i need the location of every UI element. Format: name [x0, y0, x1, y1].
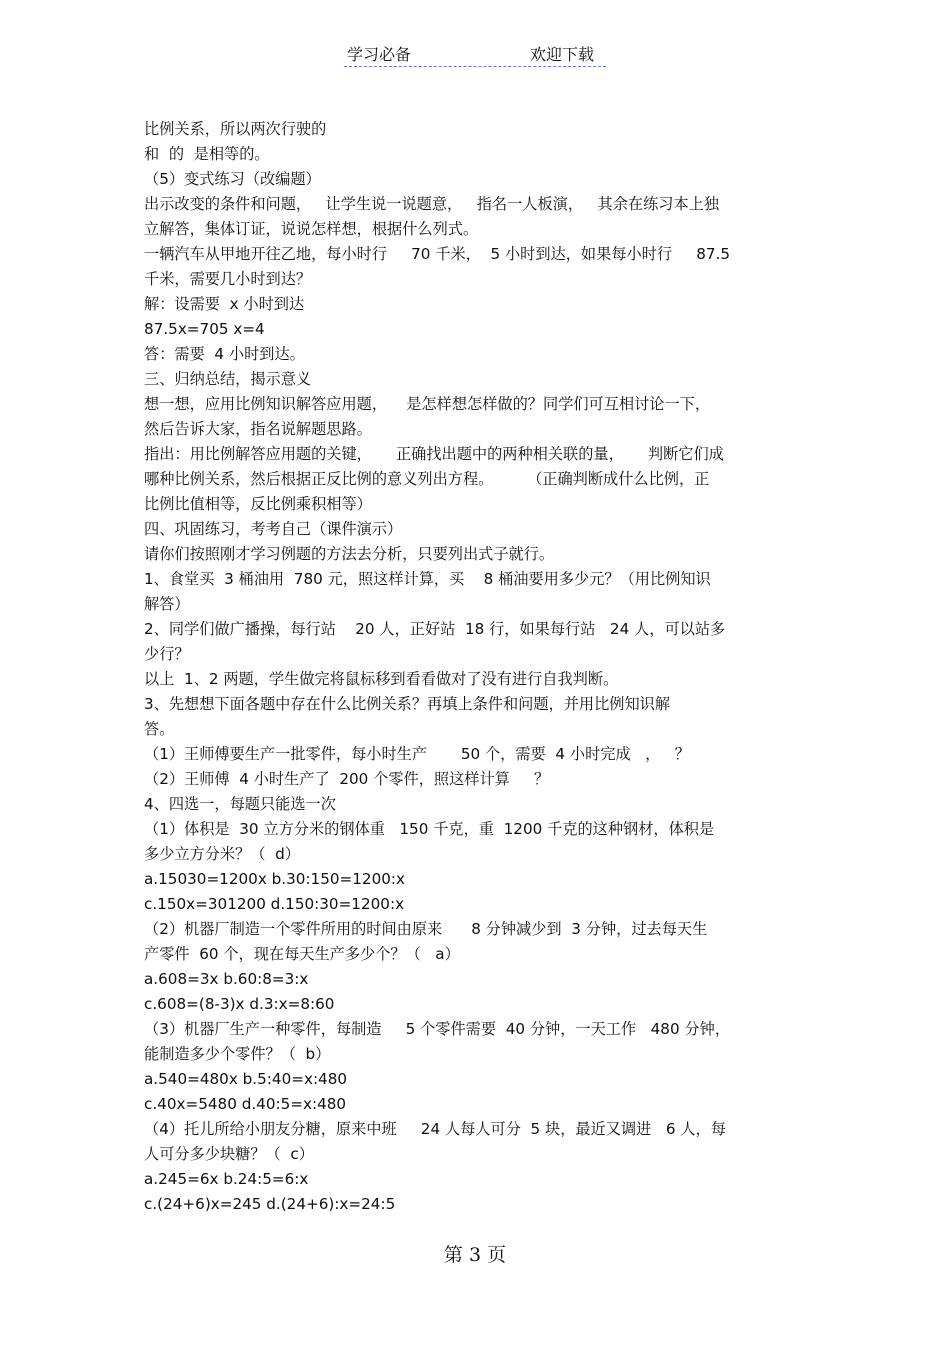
text-line: 比例关系，所以两次行驶的	[144, 120, 327, 138]
page-number: 第 3 页	[443, 1244, 507, 1266]
text-line: 出示改变的条件和问题， 让学生说一说题意， 指名一人板演， 其余在练习本上独	[144, 195, 720, 213]
text-line: 解：设需要 x 小时到达	[144, 295, 305, 313]
text-line: 多少立方分米？（ d）	[144, 845, 300, 863]
option-line: c.40x=5480 d.40:5=x:480	[144, 1095, 347, 1113]
text-line: 以上 1、2 两题，学生做完将鼠标移到看看做对了没有进行自我判断。	[144, 670, 619, 688]
text-line: 4、四选一，每题只能选一次	[144, 795, 336, 813]
option-line: a.15030=1200x b.30:150=1200:x	[144, 870, 406, 888]
text-line: 千米，需要几小时到达？	[144, 270, 312, 288]
section-heading: 四、巩固练习，考考自己（课件演示）	[144, 520, 403, 538]
text-line: 答：需要 4 小时到达。	[144, 345, 305, 363]
text-line: （5）变式练习（改编题）	[144, 170, 321, 188]
text-line: 2、同学们做广播操，每行站 20 人，正好站 18 行，如果每行站 24 人，可以站多	[144, 620, 726, 638]
option-line: c.608=(8-3)x d.3:x=8:60	[144, 995, 335, 1013]
text-line: 产零件 60 个，现在每天生产多少个？（ a）	[144, 945, 460, 963]
option-line: a.608=3x b.60:8=3:x	[144, 970, 309, 988]
header-right-text: 欢迎下载	[530, 45, 595, 64]
text-line: （1）体积是 30 立方分米的钢体重 150 千克，重 1200 千克的这种钢材，体积是	[144, 820, 715, 838]
page-header	[344, 40, 606, 67]
text-line: 解答）	[144, 595, 190, 613]
text-line: 立解答，集体订证，说说怎样想，根据什么列式。	[144, 220, 479, 238]
text-line: （4）托儿所给小朋友分糖，原来中班 24 人每人可分 5 块，最近又调进 6 人，每	[144, 1120, 726, 1138]
text-line: 人可分多少块糖？（ c）	[144, 1145, 314, 1163]
text-line: 1、食堂买 3 桶油用 780 元，照这样计算，买 8 桶油要用多少元？（用比例知识	[144, 570, 711, 588]
text-line: 能制造多少个零件？（ b）	[144, 1045, 331, 1063]
text-line: （3）机器厂生产一种零件，每制造 5 个零件需要 40 分钟，一天工作 480 分钟，	[144, 1020, 731, 1038]
text-line: （2）机器厂制造一个零件所用的时间由原来 8 分钟减少到 3 分钟，过去每天生	[144, 920, 708, 938]
text-line: 想一想，应用比例知识解答应用题， 是怎样想怎样做的？同学们可互相讨论一下，	[144, 395, 711, 413]
option-line: c.(24+6)x=245 d.(24+6):x=24:5	[144, 1195, 396, 1213]
text-line: 和 的 是相等的。	[144, 145, 270, 163]
text-line: （1）王师傅要生产一批零件，每小时生产 50 个，需要 4 小时完成 ， ？	[144, 745, 690, 763]
section-heading: 三、归纳总结，揭示意义	[144, 370, 312, 388]
text-line: 一辆汽车从甲地开往乙地，每小时行 70 千米， 5 小时到达，如果每小时行 87.5	[144, 245, 731, 263]
text-line: 然后告诉大家，指名说解题思路。	[144, 420, 372, 438]
text-line: 3、先想想下面各题中存在什么比例关系？再填上条件和问题，并用比例知识解	[144, 695, 671, 713]
option-line: a.540=480x b.5:40=x:480	[144, 1070, 348, 1088]
text-line: 答。	[144, 720, 175, 738]
text-line: 比例比值相等，反比例乘积相等）	[144, 495, 372, 513]
text-line: 哪种比例关系，然后根据正反比例的意义列出方程。 （正确判断成什么比例，正	[144, 470, 710, 488]
text-line: （2）王师傅 4 小时生产了 200 个零件，照这样计算 ？	[144, 770, 550, 788]
option-line: c.150x=301200 d.150:30=1200:x	[144, 895, 405, 913]
option-line: a.245=6x b.24:5=6:x	[144, 1170, 309, 1188]
header-left-text: 学习必备	[347, 45, 412, 64]
text-line: 请你们按照刚才学习例题的方法去分析，只要列出式子就行。	[144, 545, 555, 563]
text-line: 指出：用比例解答应用题的关键， 正确找出题中的两种相关联的量， 判断它们成	[144, 445, 724, 463]
text-line: 87.5x=705 x=4	[144, 320, 265, 338]
text-line: 少行？	[144, 645, 190, 663]
document-body	[144, 117, 809, 1217]
